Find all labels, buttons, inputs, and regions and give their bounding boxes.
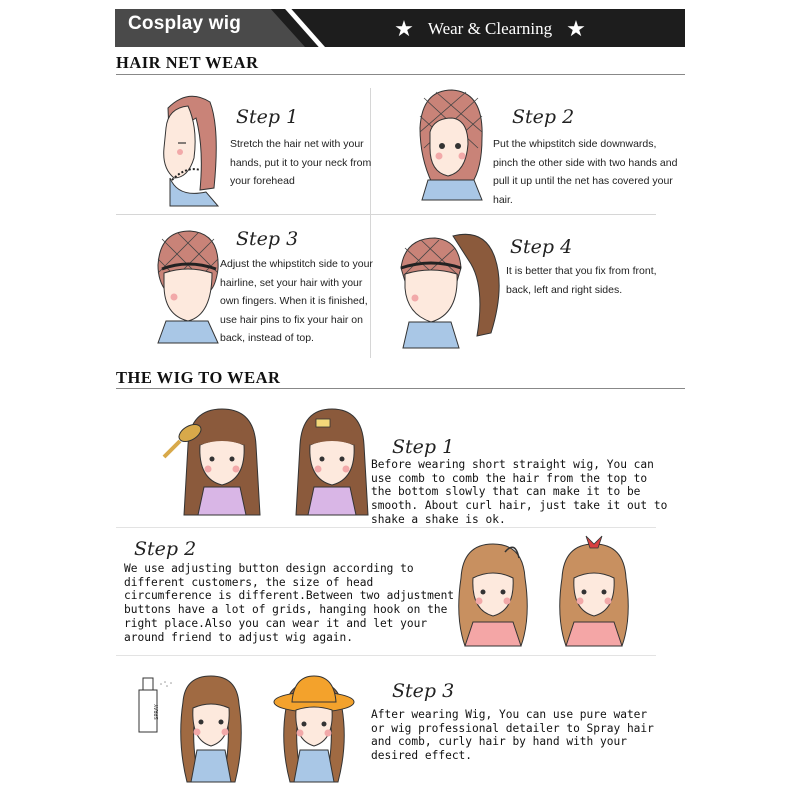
hair-net-divider [116, 74, 685, 75]
hairnet-step2-text: Put the whipstitch side downwards, pinch the other side with two hands and pull it up until the net has covered your hair. [493, 138, 678, 206]
wig-row-divider-1 [116, 527, 656, 528]
wig-heading: THE WIG TO WEAR [116, 368, 281, 387]
wig-step3-label: Step 3 [392, 680, 455, 702]
hairnet-step1-illustration [148, 88, 228, 208]
hairnet-step4-illustration [395, 228, 505, 353]
wig-step1-text: Before wearing short straight wig, You can use comb to comb the hair from the top to the bottom slowly that can make it to be smooth. About curl hair, just take it out to shake a shake is ok. [371, 458, 668, 526]
hairnet-step4-label: Step 4 [510, 236, 573, 258]
hairnet-step3-illustration [148, 225, 228, 345]
hairnet-step3-label: Step 3 [236, 228, 299, 250]
hairnet-step2-label: Step 2 [512, 106, 575, 128]
header-tab-label: Cosplay wig [128, 13, 242, 34]
wig-step2-label: Step 2 [134, 538, 197, 560]
wig-row-divider-2 [116, 655, 656, 656]
wig-step1-result-illustration [292, 405, 372, 517]
hair-net-heading: HAIR NET WEAR [116, 53, 259, 72]
star-icon-right: ★ [566, 16, 586, 41]
wig-divider [116, 388, 685, 389]
wig-step3-spray-illustration [135, 672, 255, 787]
wig-step1-comb-illustration [160, 405, 270, 517]
hairnet-step2-illustration [412, 88, 492, 208]
header-title: Wear & Clearning [427, 19, 553, 38]
wig-step3-hat-illustration [272, 672, 357, 787]
hairnet-step1-label: Step 1 [236, 106, 299, 128]
wig-step2-text: We use adjusting button design according to different customers, the size of head circumference is different.Between two adjustment buttons have a lot of grids, hanging hook on the right place.Also you can wear it and let your around friend to adjust wig again. [124, 562, 455, 644]
header-title-group [380, 14, 600, 44]
wig-step2-adjust-illustration [455, 538, 530, 650]
hairnet-step3-text: Adjust the whipstitch side to your hairline, set your hair with your own fingers. When it is finished, use hair pins to fix your hair on back, instead of top. [220, 258, 373, 344]
svg-text:SPRAY: SPRAY [154, 704, 160, 720]
grid-horizontal-divider [116, 214, 656, 215]
hairnet-step1-text: Stretch the hair net with your hands, put it to your neck from your forehead [230, 138, 372, 187]
wig-step2-result-illustration [556, 530, 631, 650]
wig-step1-label: Step 1 [392, 436, 455, 458]
star-icon-left: ★ [394, 16, 414, 41]
wig-step3-text: After wearing Wig, You can use pure water or wig professional detailer to Spray hair and comb, curly hair by hand with your desired effect. [371, 708, 654, 763]
hairnet-step4-text: It is better that you fix from front, back, left and right sides. [506, 265, 657, 296]
